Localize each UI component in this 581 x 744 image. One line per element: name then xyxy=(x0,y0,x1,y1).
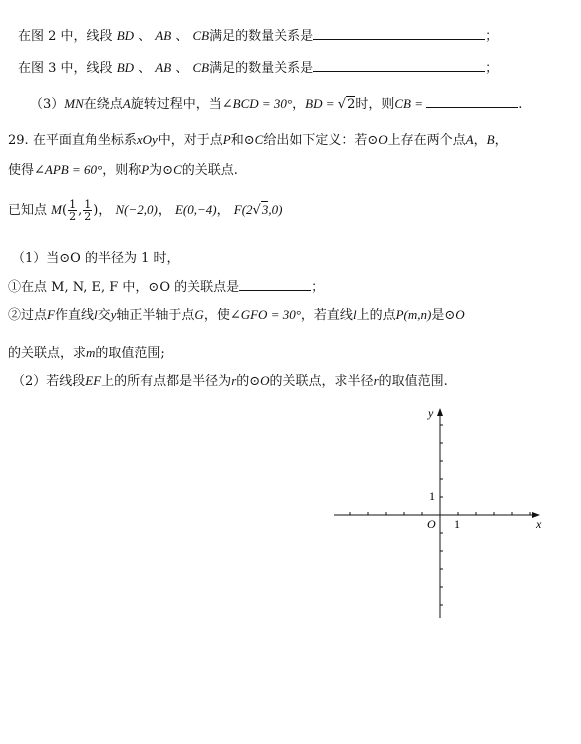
sub2-c: 交 xyxy=(97,308,111,323)
intro5: 上存在两个点 xyxy=(387,133,466,148)
part2-a: （2）若线段 xyxy=(12,374,86,389)
seg-ab: AB xyxy=(155,28,172,43)
point-e: E(0,−4) xyxy=(174,202,217,217)
known-label: 已知点 xyxy=(8,203,48,218)
part2-d: 的关联点，求半径 xyxy=(269,374,374,389)
frac-half: $\frac{1}{2}$ xyxy=(84,198,92,223)
sep: 、 xyxy=(171,61,193,76)
part2-c: 的⊙ xyxy=(236,374,261,389)
semicolon: ； xyxy=(485,61,499,76)
question-number: 29. xyxy=(8,133,29,148)
x-axis-label: x xyxy=(536,517,542,531)
part3-text3: 时，则 xyxy=(355,97,395,112)
intro3: 和⊙ xyxy=(230,133,255,148)
angle-gfo: ∠GFO = 30° xyxy=(229,307,301,322)
part3-label: （3） xyxy=(30,97,65,112)
point-b: B xyxy=(486,132,495,147)
sep: 、 xyxy=(134,29,156,44)
sub2-g2: 上的点 xyxy=(356,308,396,323)
line2-2: ，则称 xyxy=(102,163,142,178)
sub1-text: ①在点 M, N, E, F 中，⊙O 的关联点是 xyxy=(8,280,240,295)
sub2-e: ，使 xyxy=(203,308,230,323)
sep: 、 xyxy=(134,61,156,76)
sub2-cont: 的关联点，求 xyxy=(8,346,87,361)
period: . xyxy=(518,97,523,112)
sub2-end: 的取值范围; xyxy=(95,346,165,361)
intro1: 在平面直角坐标系 xyxy=(32,133,137,148)
angle-apb: ∠APB = 60° xyxy=(34,162,103,177)
point-f: F xyxy=(47,307,55,322)
part2-b: 上的所有点都是半径为 xyxy=(101,374,232,389)
x-tick-label-1: 1 xyxy=(454,517,460,531)
bd-eq: BD = xyxy=(305,96,338,111)
angle-bcd: ∠BCD = 30° xyxy=(221,96,293,111)
line2-4: 的关联点. xyxy=(181,163,238,178)
point-g: G xyxy=(194,307,204,322)
seg-ab: AB xyxy=(155,60,172,75)
sqrt-two: 2 xyxy=(347,97,356,112)
part2-e: 的取值范围. xyxy=(378,374,448,389)
circle-o: O xyxy=(378,132,388,147)
point-f-pre: F(2 xyxy=(233,202,253,217)
sub2-a: ②过点 xyxy=(8,308,48,323)
var-r: r xyxy=(231,373,237,388)
y-axis-label: y xyxy=(428,406,434,420)
sub1-end: ； xyxy=(311,280,325,295)
line-l: l xyxy=(93,307,98,322)
comma: ， xyxy=(473,133,487,148)
sub2-f2: ，若直线 xyxy=(300,308,353,323)
sub2-d: 轴正半轴于点 xyxy=(116,308,195,323)
point-f-post: ,0) xyxy=(268,202,283,217)
q28-fig3-prefix: 在图 3 中，线段 xyxy=(18,61,113,76)
circle-c: C xyxy=(254,132,264,147)
point-n: N(−2,0) xyxy=(115,202,158,217)
relation-text: 满足的数量关系是 xyxy=(209,29,314,44)
seg-cb: CB xyxy=(192,60,210,75)
known-points-line: 已知点 M( $\frac{1}{2}$ , $\frac{1}{2}$ )， N(−2,0)， E(0,−4)， F(2√3,0) xyxy=(8,198,283,223)
var-r: r xyxy=(373,373,379,388)
sep: 、 xyxy=(171,29,193,44)
seg-bd: BD xyxy=(116,60,135,75)
seg-ef: EF xyxy=(85,373,102,388)
point-p: P xyxy=(222,132,231,147)
comma: ， xyxy=(292,97,306,112)
intro4: 给出如下定义：若⊙ xyxy=(263,133,379,148)
seg-cb: CB xyxy=(192,28,210,43)
y-tick-label-1: 1 xyxy=(429,489,435,503)
sub2-b: 作直线 xyxy=(54,308,94,323)
frac-half: $\frac{1}{2}$ xyxy=(69,198,77,223)
q28-fig2-prefix: 在图 2 中，线段 xyxy=(18,29,113,44)
cb-eq: CB = xyxy=(394,96,427,111)
q28-part3-line: （3）MN在绕点A旋转过程中，当∠BCD = 30°，BD = √2时，则CB = . xyxy=(30,96,523,112)
sqrt-three: 3 xyxy=(261,202,269,217)
point-m: M xyxy=(51,202,62,217)
intro2: 中，对于点 xyxy=(157,133,223,148)
part3-text2: 旋转过程中，当 xyxy=(130,97,222,112)
point-p: P xyxy=(141,162,150,177)
var-m: m xyxy=(86,345,96,360)
part3-text1: 在绕点 xyxy=(83,97,123,112)
seg-bd: BD xyxy=(116,28,135,43)
line-l: l xyxy=(352,307,357,322)
circle-o: O xyxy=(455,307,465,322)
line2-1: 使得 xyxy=(8,163,35,178)
part1-text: （1）当⊙O 的半径为 1 时， xyxy=(12,251,180,266)
seg-mn: MN xyxy=(64,96,84,111)
relation-text: 满足的数量关系是 xyxy=(209,61,314,76)
point-a: A xyxy=(122,96,131,111)
point-a: A xyxy=(465,132,474,147)
xoy: xOy xyxy=(136,132,158,147)
origin-label: O xyxy=(427,517,436,531)
sub2-h: 是⊙ xyxy=(431,308,456,323)
line2-3: 为⊙ xyxy=(149,163,174,178)
comma: ， xyxy=(494,133,508,148)
semicolon: ； xyxy=(485,29,499,44)
point-pmn: P(m,n) xyxy=(395,307,432,322)
circle-c: C xyxy=(173,162,182,177)
axis-y: y xyxy=(110,307,117,322)
x-axis xyxy=(334,512,540,518)
circle-o: O xyxy=(260,373,270,388)
